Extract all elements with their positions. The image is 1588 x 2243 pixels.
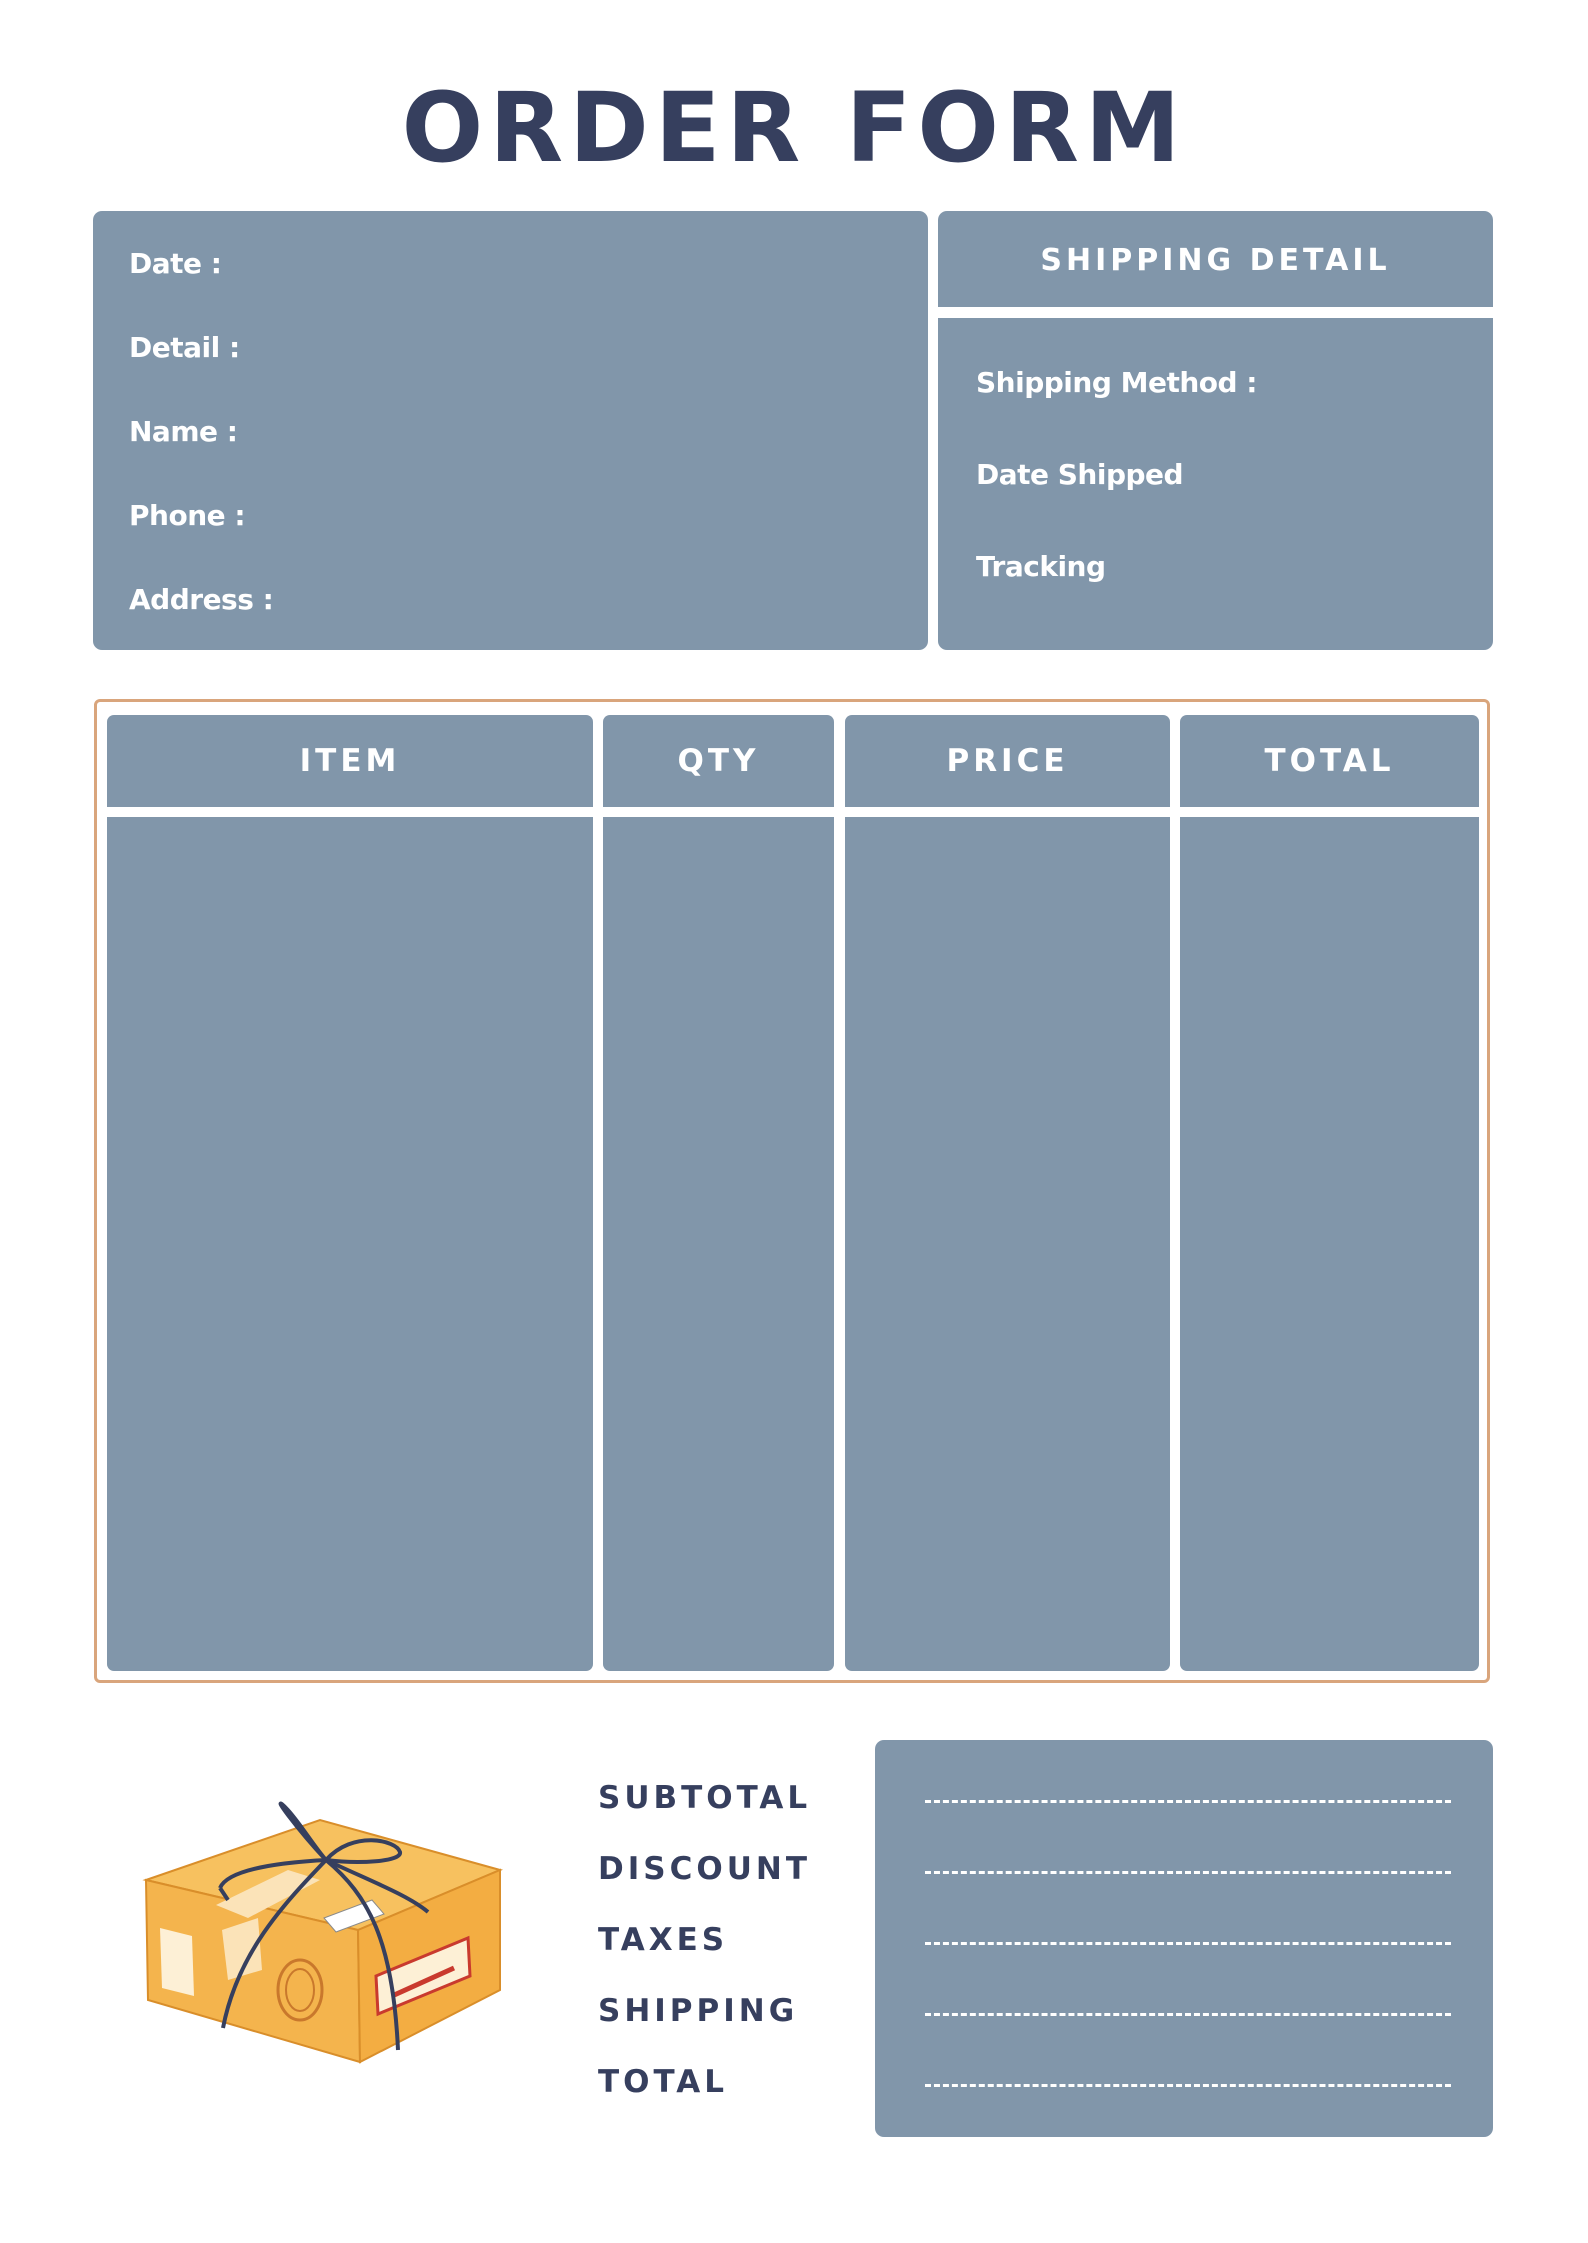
detail-label: Detail : (129, 331, 240, 364)
tracking-label: Tracking (976, 550, 1106, 583)
shipping-detail-header (938, 211, 1493, 307)
column-header-item-label: ITEM (299, 743, 401, 779)
column-header-total (1180, 715, 1479, 807)
package-box-icon (138, 1800, 508, 2070)
shipping-label: SHIPPING (598, 1993, 799, 2029)
column-header-qty (603, 715, 834, 807)
price-column-cells[interactable] (845, 817, 1170, 1671)
date-label: Date : (129, 247, 222, 280)
address-label: Address : (129, 583, 274, 616)
shipping-value-line[interactable] (925, 2013, 1451, 2016)
column-header-item (107, 715, 593, 807)
column-header-total-label: TOTAL (1264, 743, 1395, 779)
qty-column-cells[interactable] (603, 817, 834, 1671)
column-header-qty-label: QTY (677, 743, 760, 779)
discount-label: DISCOUNT (598, 1851, 811, 1887)
taxes-value-line[interactable] (925, 1942, 1451, 1945)
column-header-price-label: PRICE (946, 743, 1069, 779)
shipping-method-label: Shipping Method : (976, 366, 1258, 399)
shipping-detail-panel (938, 318, 1493, 650)
discount-value-line[interactable] (925, 1871, 1451, 1874)
name-label: Name : (129, 415, 238, 448)
item-column-cells[interactable] (107, 817, 593, 1671)
customer-info-panel (93, 211, 928, 650)
shipping-detail-title: SHIPPING DETAIL (1040, 243, 1391, 278)
column-header-price (845, 715, 1170, 807)
subtotal-label: SUBTOTAL (598, 1780, 812, 1816)
taxes-label: TAXES (598, 1922, 729, 1958)
total-column-cells[interactable] (1180, 817, 1479, 1671)
subtotal-value-line[interactable] (925, 1800, 1451, 1803)
summary-values-panel (875, 1740, 1493, 2137)
page-title: ORDER FORM (401, 72, 1187, 184)
total-value-line[interactable] (925, 2084, 1451, 2087)
date-shipped-label: Date Shipped (976, 458, 1184, 491)
total-label: TOTAL (598, 2064, 728, 2100)
phone-label: Phone : (129, 499, 246, 532)
